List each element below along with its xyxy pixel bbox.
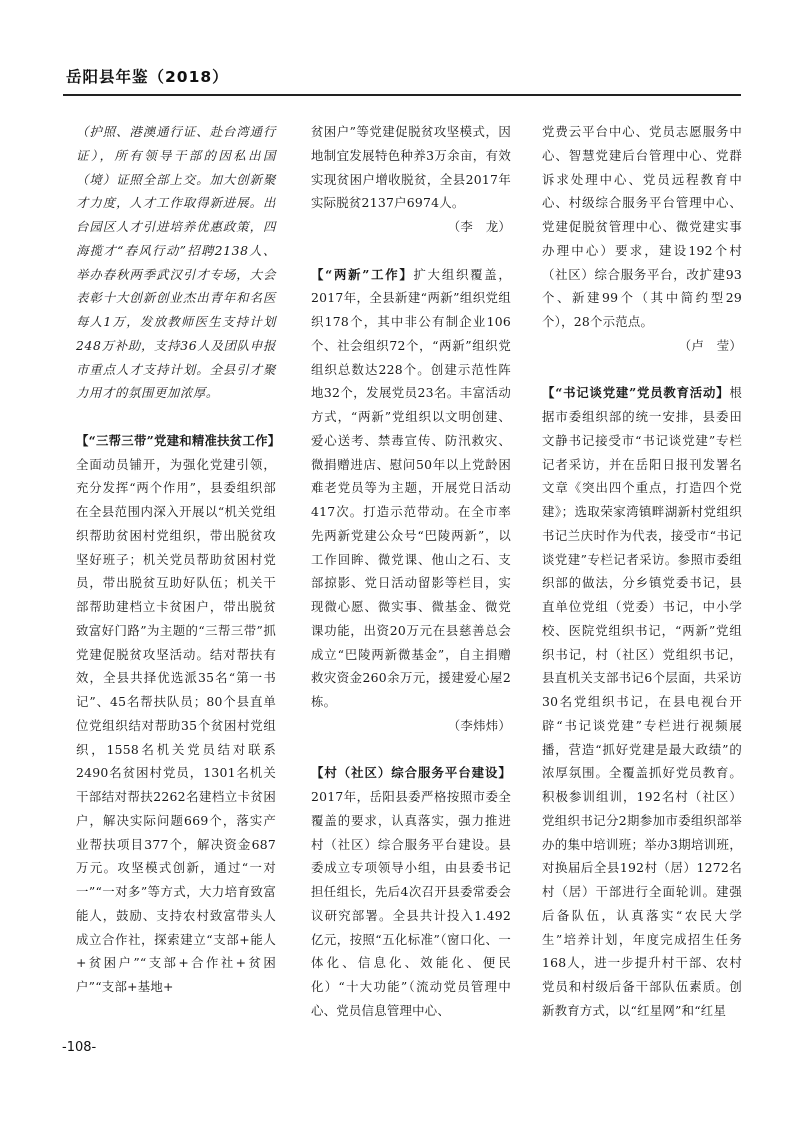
paragraph-poverty-continued: 贫困户”等党建促脱贫攻坚模式，因地制宜发展特色种养3万余亩，有效实现贫困户增收脱贫，全县2017年实际脱贫2137户6974人。: [311, 124, 511, 211]
paragraph-secretary-talk: 根据市委组织部的统一安排，县委田文静书记接受市“书记谈党建”专栏记者采访，并在岳阳日报刊发署名文章《突出四个重点，打造四个党建》；选取荣家湾镇畔湖新村党组织书记兰庆时作为代表，接受市“书记谈党建”专栏记者采访。参照市委组织部的做法，分乡镇党委书记，县直单位党组（党委）书记，中小学校、医院党组织书记，“两新”党组织书记，村（社区）党组织书记，县直机关支部书记6个层面，共采访30名党组织书记，在县电视台开辟“书记谈党建”专栏进行视频展播，营造“抓好党建是最大政绩”的浓厚氛围。全覆盖抓好党员教育。积极参训组训，192名村（社区）党组织书记分2期参加市委组织部举办的集中培训班；举办3期培训班，对换届后全县192村（居）1272名村（居）干部进行全面轮训。建强后备队伍，认真落实“农民大学生”培养计划，年度完成招生任务168人，进一步提升村干部、农村党员和村级后备干部队伍素质。创新教育方式，以“红星网”和“红星: [542, 385, 742, 1018]
paragraph-platform-continued: 党费云平台中心、党员志愿服务中心、智慧党建后台管理中心、党群诉求处理中心、党员远程教育中心、村级综合服务平台管理中心、党建促脱贫管理中心、微党建实事办理中心）要求，建设192个村（社区）综合服务平台，改扩建93个、新建99个（其中简约型29个），28个示范点。: [542, 124, 742, 329]
section-heading-secretary-talk: 【“书记谈党建”党员教育活动】: [542, 385, 730, 401]
text-column-1: [76, 120, 281, 999]
author-credit: （李炜炜）: [447, 717, 511, 733]
yearbook-title: 岳阳县年鉴（2018）: [66, 68, 229, 86]
paragraph-talent-work: （护照、港澳通行证、赴台湾通行证），所有领导干部的因私出国（境）证照全部上交。加大创新聚才力度，人才工作取得新进展。出台园区人才引进培养优惠政策，四海揽才“春风行动”招聘2138人、举办春秋两季武汉引才专场，大会表彰十大创新创业杰出青年和名医每人1万，发放教师医生支持计划248万补助，支持36人及团队申报市重点人才支持计划。全县引才聚力用才的氛围更加浓厚。: [76, 124, 276, 401]
section-heading-service-platform: 【村（社区）综合服务平台建设】: [311, 765, 511, 781]
paragraph-service-platform: 2017年，岳阳县委严格按照市委全覆盖的要求，认真落实，强力推进村（社区）综合服务平台建设。县委成立专项领导小组，由县委书记担任组长，先后4次召开县委常委会议研究部署。全县共计投入1.492亿元，按照“五化标准”（窗口化、一体化、信息化、效能化、便民化）“十大功能”（流动党员管理中心、党员信息管理中心、: [311, 789, 511, 1018]
author-credit: （卢 莹）: [678, 337, 742, 353]
text-column-2: [311, 120, 511, 1023]
section-heading-liangxin: 【“两新”工作】: [311, 266, 414, 282]
text-column-3: [542, 120, 742, 1023]
author-credit: （李 龙）: [447, 219, 511, 234]
paragraph-sanbang-sandai: 全面动员铺开，为强化党建引领，充分发挥“两个作用”，县委组织部在全县范围内深入开展以“机关党组织帮助贫困村党组织，带出脱贫攻坚好班子；机关党员帮助贫困村党员，带出脱贫互助好队伍；机关干部帮助建档立卡贫困户，带出脱贫致富好门路”为主题的“三帮三带”抓党建促脱贫攻坚活动。结对帮扶有效，全县共择优选派35名“第一书记”、45名帮扶队员；80个县直单位党组织结对帮助35个贫困村党组织，1558名机关党员结对联系2490名贫困村党员，1301名机关干部结对帮扶2262名建档立卡贫困户，解决实际问题669个，落实产业帮扶项目377个，解决资金687万元。攻坚模式创新，通过“一对一”“一对多”等方式，大力培育致富能人，鼓励、支持农村致富带头人成立合作社，探索建立“支部+能人+贫困户”“支部+合作社+贫困户”“支部+基地+: [76, 456, 276, 994]
section-heading-sanbang-sandai: 【“三帮三带”党建和精准扶贫工作】: [76, 432, 281, 448]
page-number: -108-: [62, 1040, 97, 1055]
header-divider: [63, 94, 741, 96]
paragraph-liangxin: 扩大组织覆盖，2017年，全县新建“两新”组织党组织178个，其中非公有制企业106个、社会组织72个，“两新”组织党组织总数达228个。创建示范性阵地32个，发展党员23名。丰富活动方式，“两新”党组织以文明创建、爱心送考、禁毒宣传、防汛救灾、微捐赠进店、慰问50年以上党龄困难老党员等为主题，开展党日活动417次。打造示范带动。在全市率先两新党建公众号“巴陵两新”，以工作回眸、微党课、他山之石、支部掠影、党日活动留影等栏目，实现微心愿、微实事、微基金、微党课功能，出资20万元在县慈善总会成立“巴陵两新微基金”，自主捐赠救灾资金260余万元，援建爱心屋2栋。: [311, 266, 511, 709]
